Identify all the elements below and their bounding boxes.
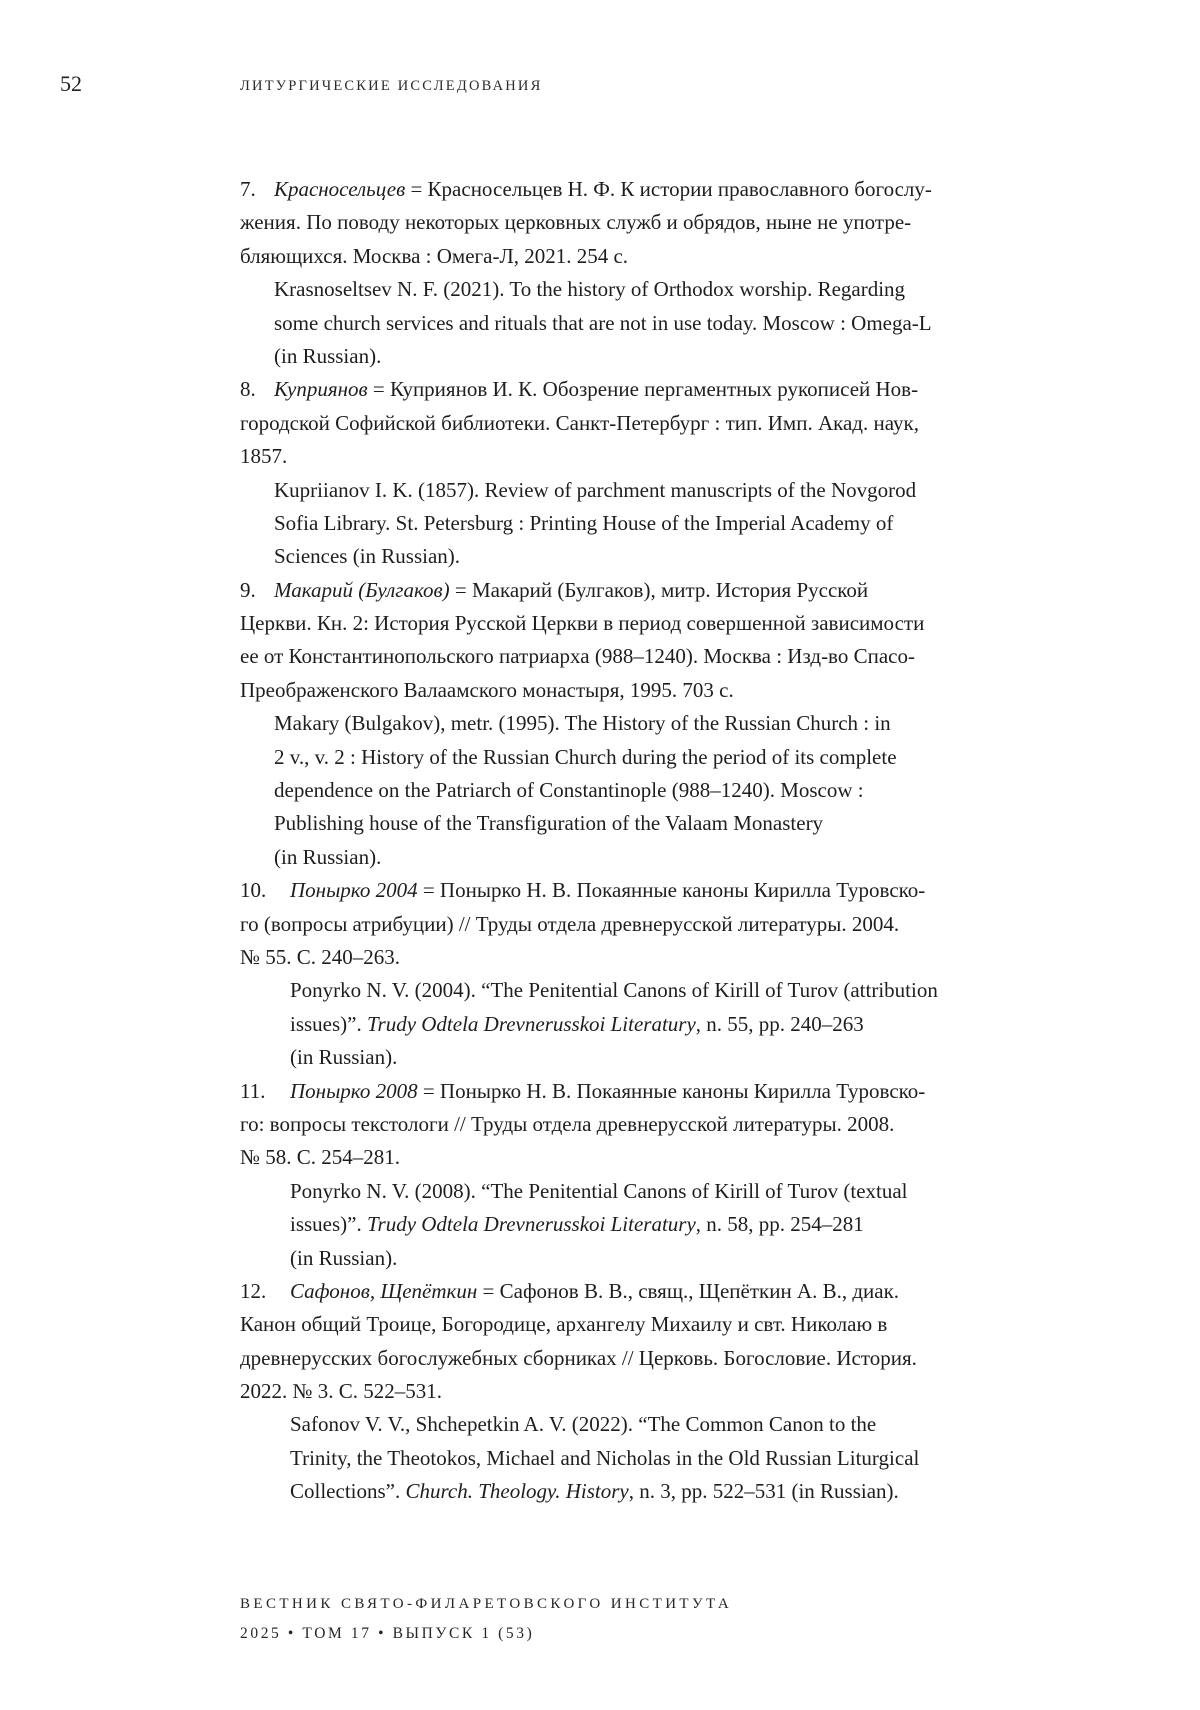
text-segment: городской Софийской библиотеки. Санкт-Петербург : тип. Имп. Акад. наук, — [240, 410, 919, 435]
text-segment: Safonov V. V., Shchepetkin A. V. (2022). “The Common Canon to the — [290, 1412, 877, 1437]
translation-line — [274, 741, 1050, 774]
text-segment: ее от Константинопольского патриарха (988–1240). Москва : Изд-во Спасо- — [240, 644, 915, 669]
text-segment: 2 v., v. 2 : History of the Russian Church during the period of its complete — [274, 744, 897, 769]
bib-entry — [240, 574, 1050, 875]
line-text — [290, 1246, 397, 1270]
italic-segment: Понырко 2008 — [290, 1078, 418, 1103]
entry-number: 11. — [240, 1078, 266, 1103]
text-segment: Sofia Library. St. Petersburg : Printing House of the Imperial Academy of — [274, 510, 894, 535]
italic-segment: Сафонов, Щепёткин — [290, 1278, 478, 1303]
line-text — [274, 845, 381, 869]
line-text — [274, 711, 891, 735]
line-text — [274, 311, 932, 335]
citation-translation — [274, 474, 1050, 574]
line-text — [240, 1145, 400, 1169]
translation-line — [290, 1175, 1050, 1208]
text-segment: древнерусских богослужебных сборниках // Церковь. Богословие. История. — [240, 1345, 917, 1370]
line-text — [240, 177, 932, 201]
text-segment: бляющихся. Москва : Омега-Л, 2021. 254 с. — [240, 243, 629, 268]
line-text — [240, 878, 925, 902]
bibliography-list — [240, 173, 1050, 1509]
italic-segment: Trudy Odtela Drevnerusskoi Literatury — [367, 1011, 696, 1036]
citation-line — [240, 908, 1050, 941]
citation-line — [240, 1342, 1050, 1375]
citation-russian — [240, 1075, 1050, 1175]
translation-line — [290, 1041, 1050, 1074]
citation-translation — [290, 1175, 1050, 1275]
translation-line — [274, 340, 1050, 373]
text-segment: (in Russian). — [290, 1245, 398, 1270]
text-segment: № 58. С. 254–281. — [240, 1145, 401, 1170]
italic-segment: Trudy Odtela Drevnerusskoi Literatury — [367, 1212, 696, 1237]
line-text — [240, 377, 918, 401]
text-segment: Преображенского Валаамского монастыря, 1995. 703 с. — [240, 677, 734, 702]
citation-line — [240, 1075, 1050, 1108]
translation-line — [274, 807, 1050, 840]
translation-line — [274, 474, 1050, 507]
translation-line — [274, 273, 1050, 306]
line-text — [240, 1379, 442, 1403]
translation-line — [290, 1442, 1050, 1475]
line-text — [290, 1446, 919, 1470]
text-segment: Krasnoseltsev N. F. (2021). To the history of Orthodox worship. Regarding — [274, 277, 906, 302]
translation-line — [290, 1242, 1050, 1275]
line-text — [240, 611, 924, 635]
line-text — [290, 1012, 864, 1036]
text-segment: = Понырко Н. В. Покаянные каноны Кирилла Туровско- — [417, 1078, 926, 1103]
citation-line — [240, 373, 1050, 406]
entry-number: 8. — [240, 377, 256, 402]
italic-segment: Макарий (Булгаков) — [274, 577, 450, 602]
citation-line — [240, 941, 1050, 974]
text-segment: dependence on the Patriarch of Constantinople (988–1240). Moscow : — [274, 778, 864, 803]
citation-russian — [240, 874, 1050, 974]
text-segment: Канон общий Троице, Богородице, архангелу Михаилу и свт. Николаю в — [240, 1312, 888, 1337]
text-segment: = Красносельцев Н. Ф. К истории православного богослу- — [405, 177, 932, 201]
citation-line — [240, 874, 1050, 907]
entry-number: 10. — [240, 878, 267, 903]
text-segment: issues)”. — [290, 1011, 367, 1036]
text-segment: Ponyrko N. V. (2004). “The Penitential Canons of Kirill of Turov (attribution — [290, 978, 938, 1003]
citation-line — [240, 173, 1050, 206]
translation-line — [274, 507, 1050, 540]
running-head: ЛИТУРГИЧЕСКИЕ ИССЛЕДОВАНИЯ — [240, 78, 543, 94]
line-text — [274, 745, 897, 769]
text-segment: Kupriianov I. K. (1857). Review of parchment manuscripts of the Novgorod — [274, 477, 917, 502]
citation-line — [240, 440, 1050, 473]
text-segment: жения. По поводу некоторых церковных служб и обрядов, ныне не употре- — [240, 210, 912, 235]
text-segment: Publishing house of the Transfiguration of the Valaam Monastery — [274, 811, 824, 836]
citation-line — [240, 240, 1050, 273]
citation-line — [240, 1141, 1050, 1174]
translation-line — [290, 1008, 1050, 1041]
text-segment: Collections”. — [290, 1479, 406, 1504]
citation-russian — [240, 373, 1050, 473]
text-segment: some church services and rituals that are not in use today. Moscow : Omega-L — [274, 310, 932, 335]
line-text — [240, 1312, 887, 1336]
text-segment: Trinity, the Theotokos, Michael and Nicholas in the Old Russian Liturgical — [290, 1445, 920, 1470]
line-text — [290, 1045, 397, 1069]
line-text — [274, 811, 823, 835]
line-text — [240, 644, 915, 668]
line-text — [274, 277, 905, 301]
translation-line — [290, 1408, 1050, 1441]
entry-number: 7. — [240, 177, 256, 201]
text-segment: № 55. С. 240–263. — [240, 944, 401, 969]
translation-line — [290, 1475, 1050, 1508]
citation-translation — [290, 974, 1050, 1074]
bib-entry — [240, 173, 1050, 373]
line-text — [274, 478, 916, 502]
text-segment: Sciences (in Russian). — [274, 544, 461, 569]
italic-segment: Church. Theology. History — [405, 1479, 629, 1504]
text-segment: го (вопросы атрибуции) // Труды отдела древнерусской литературы. 2004. — [240, 911, 900, 936]
line-text — [274, 344, 381, 368]
line-text — [290, 1412, 876, 1436]
line-text — [274, 511, 893, 535]
line-text — [274, 778, 864, 802]
translation-line — [274, 540, 1050, 573]
text-segment: , n. 58, pp. 254–281 — [695, 1212, 864, 1237]
citation-line — [240, 607, 1050, 640]
citation-line — [240, 206, 1050, 239]
translation-line — [274, 841, 1050, 874]
text-segment: (in Russian). — [274, 844, 382, 869]
citation-russian — [240, 574, 1050, 708]
citation-russian — [240, 1275, 1050, 1409]
line-text — [240, 1279, 899, 1303]
italic-segment: Куприянов — [274, 377, 368, 402]
translation-line — [274, 307, 1050, 340]
text-segment: Ponyrko N. V. (2008). “The Penitential Canons of Kirill of Turov (textual — [290, 1178, 908, 1203]
line-text — [290, 978, 938, 1002]
bib-entry — [240, 373, 1050, 573]
translation-line — [290, 974, 1050, 1007]
line-text — [290, 1479, 899, 1503]
line-text — [240, 1079, 925, 1103]
citation-line — [240, 574, 1050, 607]
text-segment: (in Russian). — [274, 343, 382, 368]
line-text — [240, 1346, 917, 1370]
italic-segment: Понырко 2004 — [290, 878, 418, 903]
bib-entry — [240, 874, 1050, 1074]
citation-translation — [290, 1408, 1050, 1508]
citation-russian — [240, 173, 1050, 273]
citation-line — [240, 674, 1050, 707]
citation-line — [240, 1375, 1050, 1408]
citation-translation — [274, 707, 1050, 874]
citation-line — [240, 640, 1050, 673]
text-segment: = Понырко Н. В. Покаянные каноны Кирилла Туровско- — [417, 878, 926, 903]
text-segment: го: вопросы текстологи // Труды отдела древнерусской литературы. 2008. — [240, 1111, 895, 1136]
line-text — [240, 1112, 894, 1136]
entry-number: 9. — [240, 577, 256, 602]
bib-entry — [240, 1275, 1050, 1509]
line-text — [240, 411, 919, 435]
citation-translation — [274, 273, 1050, 373]
text-segment: (in Russian). — [290, 1045, 398, 1070]
citation-line — [240, 1108, 1050, 1141]
entry-number: 12. — [240, 1278, 267, 1303]
line-text — [240, 912, 899, 936]
line-text — [240, 678, 734, 702]
text-segment: Церкви. Кн. 2: История Русской Церкви в период совершенной зависимости — [240, 611, 925, 636]
line-text — [240, 578, 868, 602]
line-text — [290, 1179, 908, 1203]
citation-line — [240, 407, 1050, 440]
citation-line — [240, 1308, 1050, 1341]
citation-line — [240, 1275, 1050, 1308]
line-text — [240, 444, 287, 468]
translation-line — [290, 1208, 1050, 1241]
page-footer — [240, 1589, 732, 1649]
italic-segment: Красносельцев — [274, 177, 406, 201]
text-segment: = Сафонов В. В., свящ., Щепёткин А. В., диак. — [477, 1278, 900, 1303]
translation-line — [274, 774, 1050, 807]
line-text — [290, 1212, 864, 1236]
line-text — [240, 210, 911, 234]
text-segment: = Макарий (Булгаков), митр. История Русской — [449, 577, 869, 602]
text-segment: , n. 55, pp. 240–263 — [695, 1011, 864, 1036]
line-text — [240, 244, 628, 268]
bib-entry — [240, 1075, 1050, 1275]
text-segment: = Куприянов И. К. Обозрение пергаментных рукописей Нов- — [367, 377, 919, 402]
line-text — [274, 544, 460, 568]
translation-line — [274, 707, 1050, 740]
text-segment: Makary (Bulgakov), metr. (1995). The History of the Russian Church : in — [274, 711, 891, 736]
line-text — [240, 945, 400, 969]
issue-info: 2025 • ТОМ 17 • ВЫПУСК 1 (53) — [240, 1625, 535, 1642]
text-segment: 1857. — [240, 444, 288, 469]
page-number: 52 — [60, 71, 82, 96]
text-segment: issues)”. — [290, 1212, 367, 1237]
text-segment: , n. 3, pp. 522–531 (in Russian). — [628, 1479, 899, 1504]
journal-title: ВЕСТНИК СВЯТО-ФИЛАРЕТОВСКОГО ИНСТИТУТА — [240, 1596, 733, 1612]
text-segment: 2022. № 3. С. 522–531. — [240, 1379, 443, 1404]
